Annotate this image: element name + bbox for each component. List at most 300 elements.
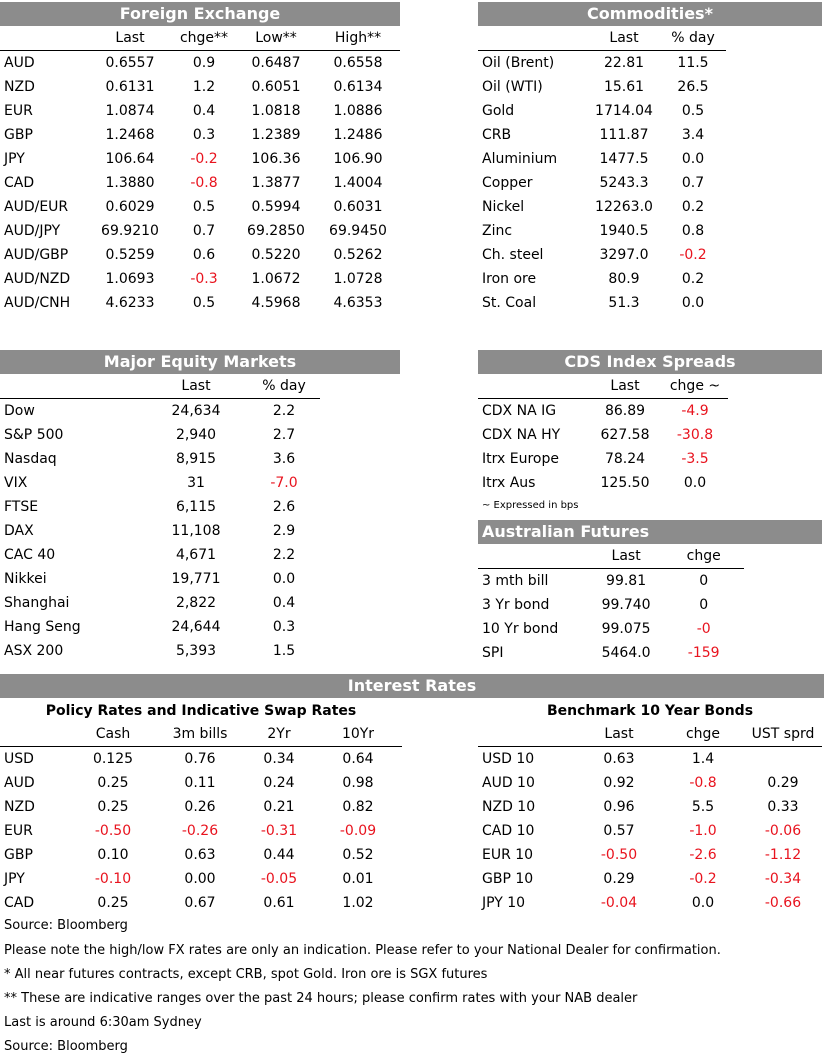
table-row	[0, 171, 400, 195]
cell-value: -3.5	[681, 451, 709, 467]
table-row	[478, 867, 822, 891]
cell-value: 0.33	[767, 799, 799, 815]
cell-value: 1.3877	[251, 175, 301, 191]
cell-value: -0.04	[600, 895, 638, 911]
cell-value: 24,634	[171, 403, 221, 419]
row-label: Nasdaq	[4, 451, 57, 467]
table-row	[0, 843, 402, 867]
row-label: NZD 10	[482, 799, 536, 815]
cell-value: -1.12	[764, 847, 802, 863]
row-label: Iron ore	[482, 271, 537, 287]
table-row	[0, 567, 320, 591]
table-row	[478, 267, 726, 291]
table-header-row	[0, 26, 400, 51]
cell-value: 1.2	[192, 79, 216, 95]
cell-value: 1.3880	[105, 175, 155, 191]
cell-value: -159	[687, 645, 720, 661]
column-header: chge	[686, 548, 721, 564]
cell-value: 1714.04	[595, 103, 653, 119]
row-label: Oil (WTI)	[482, 79, 543, 95]
cell-value: -0	[696, 621, 711, 637]
cell-value: 2,822	[175, 595, 217, 611]
cell-value: 0.52	[342, 847, 374, 863]
cell-value: -2.6	[689, 847, 717, 863]
row-label: CAD	[4, 175, 35, 191]
cell-value: 0.5220	[251, 247, 301, 263]
cell-value: 0.6029	[105, 199, 155, 215]
cell-value: 3297.0	[599, 247, 649, 263]
cell-value: 4.6353	[333, 295, 383, 311]
cell-value: 19,771	[171, 571, 221, 587]
cell-value: 0.6131	[105, 79, 155, 95]
cell-value: 6,115	[175, 499, 217, 515]
cell-value: 0.2	[681, 271, 705, 287]
fx-table	[0, 26, 400, 315]
cell-value: 4.6233	[105, 295, 155, 311]
cell-value: -1.0	[689, 823, 717, 839]
cell-value: 0.44	[263, 847, 295, 863]
row-label: Nikkei	[4, 571, 47, 587]
row-label: CRB	[482, 127, 512, 143]
column-header: Last	[181, 378, 211, 394]
cell-value: 1.0886	[333, 103, 383, 119]
row-label: Itrx Aus	[482, 475, 536, 491]
cell-value: 0.5262	[333, 247, 383, 263]
row-label: GBP	[4, 127, 33, 143]
cell-value: 86.89	[604, 403, 646, 419]
table-row	[0, 147, 400, 171]
cell-value: 0.29	[603, 871, 635, 887]
table-row	[478, 641, 744, 665]
table-header-row	[0, 374, 320, 399]
table-row	[0, 219, 400, 243]
column-header: % day	[671, 30, 715, 46]
column-header: Last	[604, 726, 634, 742]
cell-value: 0.6487	[251, 55, 301, 71]
row-label: CAD	[4, 895, 35, 911]
cell-value: 1.0874	[105, 103, 155, 119]
column-header: chge**	[179, 30, 229, 46]
column-header: 3m bills	[172, 726, 228, 742]
cell-value: 0.10	[97, 847, 129, 863]
cell-value: 0.6031	[333, 199, 383, 215]
cell-value: 4.5968	[251, 295, 301, 311]
table-row	[0, 747, 402, 772]
cell-value: 2,940	[175, 427, 217, 443]
column-header: % day	[262, 378, 306, 394]
table-row	[0, 399, 320, 424]
cell-value: 0.26	[184, 799, 216, 815]
cell-value: 0.57	[603, 823, 635, 839]
cell-value: -0.50	[94, 823, 132, 839]
column-header: Last	[609, 30, 639, 46]
row-label: 3 Yr bond	[482, 597, 550, 613]
row-label: USD	[4, 751, 34, 767]
cell-value: 1.4	[691, 751, 715, 767]
cell-value: 3.6	[272, 451, 296, 467]
row-label: St. Coal	[482, 295, 537, 311]
cell-value: 5243.3	[599, 175, 649, 191]
cell-value: 1.2486	[333, 127, 383, 143]
cell-value: 1.4004	[333, 175, 383, 191]
cell-value: -0.8	[689, 775, 717, 791]
note-line: Source: Bloomberg	[4, 918, 128, 933]
row-label: USD 10	[482, 751, 535, 767]
cell-value: -0.2	[679, 247, 707, 263]
table-row	[0, 639, 320, 663]
row-label: Hang Seng	[4, 619, 81, 635]
cell-value: 0.96	[603, 799, 635, 815]
cell-value: 2.6	[272, 499, 296, 515]
row-label: 3 mth bill	[482, 573, 549, 589]
table-header-row	[0, 722, 402, 747]
column-header	[0, 374, 144, 399]
cell-value: 8,915	[175, 451, 217, 467]
row-label: FTSE	[4, 499, 39, 515]
row-label: AUD/JPY	[4, 223, 61, 239]
row-label: VIX	[4, 475, 28, 491]
cell-value: 0.92	[603, 775, 635, 791]
cell-value: 0.01	[342, 871, 374, 887]
cell-value: 0.24	[263, 775, 295, 791]
benchmark-bonds-table	[478, 722, 822, 915]
table-row	[478, 399, 728, 424]
cell-value: 0.3	[192, 127, 216, 143]
column-header: Last	[611, 548, 641, 564]
row-label: Aluminium	[482, 151, 558, 167]
cell-value: 0.29	[767, 775, 799, 791]
table-row	[478, 795, 822, 819]
column-header: High**	[334, 30, 382, 46]
column-header: Cash	[95, 726, 131, 742]
note-line: ** These are indicative ranges over the past 24 hours; please confirm rates with your NAB dealer	[4, 991, 638, 1006]
cell-value: 1.0728	[333, 271, 383, 287]
cell-value: -0.34	[764, 871, 802, 887]
cds-section	[478, 350, 822, 513]
commodities-section	[478, 2, 822, 315]
row-label: Copper	[482, 175, 533, 191]
row-label: EUR	[4, 823, 33, 839]
cell-value: -0.8	[190, 175, 218, 191]
benchmark-bonds-title: Benchmark 10 Year Bonds	[546, 703, 754, 719]
column-header	[0, 26, 88, 51]
table-row	[0, 195, 400, 219]
cell-value: 106.90	[333, 151, 383, 167]
table-row	[478, 771, 822, 795]
table-row	[478, 843, 822, 867]
table-row	[478, 171, 726, 195]
cell-value: 5464.0	[601, 645, 651, 661]
cell-value: -0.2	[689, 871, 717, 887]
table-row	[0, 615, 320, 639]
cell-value: 0.3	[272, 619, 296, 635]
row-label: Itrx Europe	[482, 451, 559, 467]
column-header	[478, 374, 588, 399]
cell-value: 106.64	[105, 151, 155, 167]
cell-value: 69.2850	[247, 223, 305, 239]
cell-value: 0.4	[192, 103, 216, 119]
cell-value: 111.87	[599, 127, 649, 143]
futures-section	[478, 520, 822, 665]
table-row	[0, 519, 320, 543]
cds-title: CDS Index Spreads	[478, 350, 822, 374]
cell-value: 0.125	[92, 751, 134, 767]
cell-value: 0.7	[192, 223, 216, 239]
table-row	[0, 99, 400, 123]
row-label: DAX	[4, 523, 34, 539]
cell-value: 0.5	[192, 295, 216, 311]
row-label: GBP 10	[482, 871, 534, 887]
row-label: AUD/CNH	[4, 295, 71, 311]
table-row	[478, 123, 726, 147]
equity-section	[0, 350, 400, 663]
cell-value: 0.9	[192, 55, 216, 71]
cell-value	[744, 747, 822, 772]
row-label: CDX NA IG	[482, 403, 557, 419]
cell-value: 0.5259	[105, 247, 155, 263]
commodities-table	[478, 26, 726, 315]
column-header: Last	[610, 378, 640, 394]
table-row	[0, 591, 320, 615]
cell-value: 22.81	[603, 55, 645, 71]
row-label: AUD 10	[482, 775, 535, 791]
cell-value: 1.2389	[251, 127, 301, 143]
cell-value: -0.05	[260, 871, 298, 887]
cell-value: 99.81	[606, 573, 647, 589]
cell-value: 15.61	[603, 79, 645, 95]
cell-value: -0.2	[190, 151, 218, 167]
table-row	[478, 747, 822, 772]
cell-value: 106.36	[251, 151, 301, 167]
table-row	[478, 75, 726, 99]
cell-value: 51.3	[608, 295, 640, 311]
cell-value: 69.9210	[101, 223, 159, 239]
table-row	[0, 267, 400, 291]
table-row	[478, 147, 726, 171]
row-label: Oil (Brent)	[482, 55, 555, 71]
row-label: EUR	[4, 103, 33, 119]
cell-value: 0.6558	[333, 55, 383, 71]
row-label: CAD 10	[482, 823, 535, 839]
cell-value: 11.5	[677, 55, 709, 71]
table-header-row	[478, 722, 822, 747]
table-row	[478, 195, 726, 219]
cell-value: 0.63	[603, 751, 635, 767]
column-header: Last	[115, 30, 145, 46]
table-row	[478, 219, 726, 243]
column-header: chge ~	[669, 378, 721, 394]
cell-value: 4,671	[175, 547, 217, 563]
cell-value: 0.64	[342, 751, 374, 767]
column-header: chge	[685, 726, 721, 742]
table-row	[0, 471, 320, 495]
column-header	[478, 722, 576, 747]
cell-value: 12263.0	[595, 199, 653, 215]
table-row	[478, 617, 744, 641]
cell-value: 2.2	[272, 547, 296, 563]
cell-value: -0.50	[600, 847, 638, 863]
cell-value: 0.25	[97, 895, 129, 911]
policy-rates-table	[0, 722, 402, 915]
cell-value: 0.8	[681, 223, 705, 239]
cell-value: 80.9	[608, 271, 640, 287]
cds-note: ~ Expressed in bps	[482, 500, 579, 511]
row-label: Nickel	[482, 199, 525, 215]
column-header: 10Yr	[341, 726, 375, 742]
cell-value: 5.5	[691, 799, 715, 815]
cell-value: 0.4	[272, 595, 296, 611]
cell-value: -4.9	[681, 403, 709, 419]
cell-value: -0.31	[260, 823, 298, 839]
cell-value: 0.11	[184, 775, 216, 791]
table-row	[478, 593, 744, 617]
cell-value: 1.0693	[105, 271, 155, 287]
equity-table	[0, 374, 320, 663]
table-row	[0, 75, 400, 99]
fx-section	[0, 2, 400, 315]
cell-value: 5,393	[175, 643, 217, 659]
cell-value: 1.2468	[105, 127, 155, 143]
cell-value: 0.6557	[105, 55, 155, 71]
cell-value: 99.075	[601, 621, 651, 637]
cell-value: 0.0	[683, 475, 707, 491]
benchmark-bonds-section	[478, 700, 822, 915]
note-line: Last is around 6:30am Sydney	[4, 1015, 202, 1030]
table-row	[478, 291, 726, 315]
cell-value: 0.0	[681, 151, 705, 167]
futures-title: Australian Futures	[478, 520, 822, 544]
table-row	[0, 495, 320, 519]
cell-value: 1.02	[342, 895, 374, 911]
cell-value: 69.9450	[329, 223, 387, 239]
row-label: GBP	[4, 847, 33, 863]
commodities-title: Commodities*	[478, 2, 822, 26]
cell-value: 0.7	[681, 175, 705, 191]
policy-rates-section	[0, 700, 402, 915]
column-header: Low**	[255, 30, 297, 46]
interest-section	[0, 674, 824, 698]
cell-value: 0.00	[184, 871, 216, 887]
cell-value: 26.5	[677, 79, 709, 95]
cell-value: 125.50	[600, 475, 650, 491]
cell-value: -0.26	[181, 823, 219, 839]
row-label: AUD/GBP	[4, 247, 69, 263]
cell-value: 1940.5	[599, 223, 649, 239]
cell-value: -0.06	[764, 823, 802, 839]
futures-table	[478, 544, 744, 665]
row-label: CAC 40	[4, 547, 56, 563]
column-header	[478, 26, 588, 51]
row-label: S&P 500	[4, 427, 64, 443]
cell-value: 2.2	[272, 403, 296, 419]
table-row	[0, 543, 320, 567]
cds-table	[478, 374, 728, 495]
row-label: CDX NA HY	[482, 427, 561, 443]
table-row	[0, 51, 400, 76]
cell-value: -0.66	[764, 895, 802, 911]
row-label: AUD	[4, 775, 35, 791]
cell-value: 1.0818	[251, 103, 301, 119]
column-header	[0, 722, 70, 747]
row-label: NZD	[4, 799, 35, 815]
table-header-row	[478, 26, 726, 51]
cell-value: 0.63	[184, 847, 216, 863]
cell-value: 0.21	[263, 799, 295, 815]
policy-rates-title: Policy Rates and Indicative Swap Rates	[45, 703, 357, 719]
row-label: AUD/NZD	[4, 271, 71, 287]
cell-value: 0.5	[681, 103, 705, 119]
cell-value: -0.10	[94, 871, 132, 887]
cell-value: 1.0672	[251, 271, 301, 287]
cell-value: -7.0	[270, 475, 298, 491]
table-row	[0, 243, 400, 267]
note-line: Please note the high/low FX rates are only an indication. Please refer to your National Dealer for confirmation.	[4, 943, 721, 958]
table-row	[0, 447, 320, 471]
cell-value: 3.4	[681, 127, 705, 143]
row-label: JPY	[4, 871, 25, 887]
cell-value: 0.67	[184, 895, 216, 911]
cell-value: 0.6134	[333, 79, 383, 95]
cell-value: 2.7	[272, 427, 296, 443]
cell-value: 0	[699, 597, 709, 613]
cell-value: 1.5	[272, 643, 296, 659]
row-label: JPY 10	[482, 895, 526, 911]
interest-title: Interest Rates	[0, 674, 824, 698]
column-header: UST sprd	[751, 726, 815, 742]
cell-value: 0.76	[184, 751, 216, 767]
table-row	[478, 569, 744, 594]
cell-value: 0.25	[97, 799, 129, 815]
table-row	[478, 447, 728, 471]
table-row	[0, 423, 320, 447]
column-header: 2Yr	[267, 726, 291, 742]
table-header-row	[478, 544, 744, 569]
cell-value: 1477.5	[599, 151, 649, 167]
table-row	[478, 243, 726, 267]
cell-value: 0.5	[192, 199, 216, 215]
cell-value: 31	[187, 475, 205, 491]
cell-value: 0.0	[691, 895, 715, 911]
row-label: Zinc	[482, 223, 513, 239]
table-row	[0, 867, 402, 891]
row-label: ASX 200	[4, 643, 64, 659]
note-line: Source: Bloomberg	[4, 1039, 128, 1054]
cell-value: 0.2	[681, 199, 705, 215]
cell-value: 0.61	[263, 895, 295, 911]
cell-value: 2.9	[272, 523, 296, 539]
cell-value: -30.8	[676, 427, 714, 443]
column-header	[478, 544, 589, 569]
table-row	[0, 291, 400, 315]
cell-value: 0.6051	[251, 79, 301, 95]
row-label: SPI	[482, 645, 504, 661]
row-label: JPY	[4, 151, 25, 167]
cell-value: 0.98	[342, 775, 374, 791]
table-row	[478, 819, 822, 843]
row-label: AUD/EUR	[4, 199, 69, 215]
table-row	[0, 123, 400, 147]
cell-value: -0.3	[190, 271, 218, 287]
table-row	[0, 771, 402, 795]
cell-value: 0.82	[342, 799, 374, 815]
table-row	[0, 819, 402, 843]
table-header-row	[478, 374, 728, 399]
cell-value: 11,108	[171, 523, 221, 539]
table-row	[0, 891, 402, 915]
fx-title: Foreign Exchange	[0, 2, 400, 26]
cell-value: 0.5994	[251, 199, 301, 215]
cell-value: 0.0	[272, 571, 296, 587]
